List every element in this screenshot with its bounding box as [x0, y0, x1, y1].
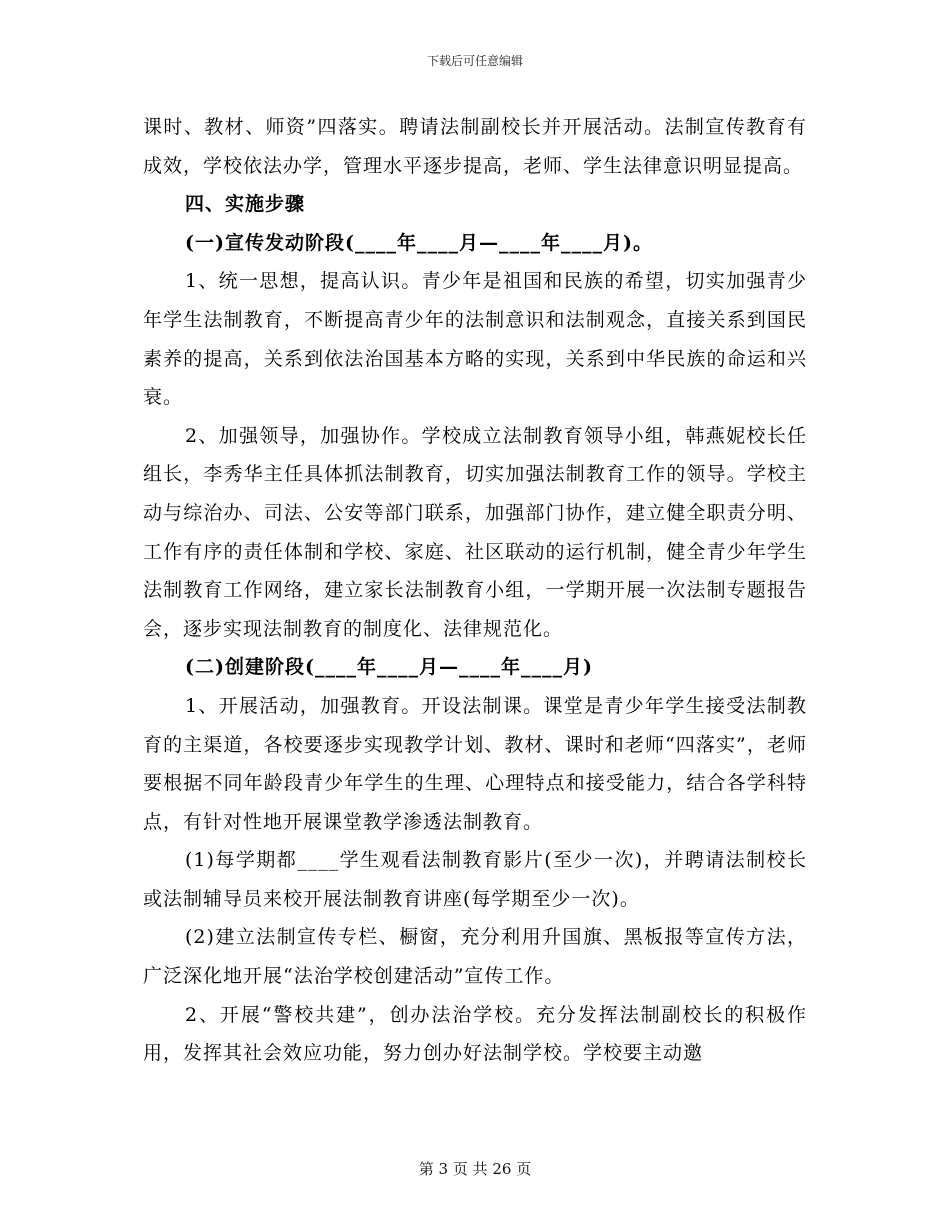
page-footer: 第 3 页 共 26 页: [418, 1160, 532, 1178]
document-body: [143, 108, 807, 1073]
stage-heading-1: (一)宣传发动阶段(____年____月—____年____月)。: [185, 231, 653, 254]
paragraph-police-school: 2、开展“警校共建”，创办法治学校。充分发挥法制副校长的积极作用，发挥其社会效应功能，努力创办好法制学校。学校要主动邀: [143, 1003, 807, 1065]
page-header: 下载后可任意编辑: [426, 54, 523, 68]
section-heading: 四、实施步骤: [185, 193, 306, 216]
stage-heading-2: (二)创建阶段(____年____月—____年____月): [185, 656, 593, 679]
list-item-1: (1)每学期都____学生观看法制教育影片(至少一次)，并聘请法制校长或法制辅导员来校开展法制教育讲座(每学期至少一次)。: [143, 849, 807, 910]
list-item-2: (2)建立法制宣传专栏、橱窗，充分利用升国旗、黑板报等宣传方法，广泛深化地开展“法治学校创建活动”宣传工作。: [143, 926, 807, 988]
paragraph-strengthen-leadership: 2、加强领导，加强协作。学校成立法制教育领导小组，韩燕妮校长任组长，李秀华主任具体抓法制教育，切实加强法制教育工作的领导。学校主动与综治办、司法、公安等部门联系，加强部门协作，建立健全职责分明、工作有序的责任体制和学校、家庭、社区联动的运行机制，健全青少年学生法制教育工作网络，建立家长法制教育小组，一学期开展一次法制专题报告会，逐步实现法制教育的制度化、法律规范化。: [143, 424, 807, 640]
paragraph-activities-education: 1、开展活动，加强教育。开设法制课。课堂是青少年学生接受法制教育的主渠道，各校要逐步实现教学计划、教材、课时和老师“四落实”，老师要根据不同年龄段青少年学生的生理、心理特点和接受能力，结合各学科特点，有针对性地开展课堂教学渗透法制教育。: [143, 694, 807, 833]
paragraph-unify-thought: 1、统一思想，提高认识。青少年是祖国和民族的希望，切实加强青少年学生法制教育，不断提高青少年的法制意识和法制观念，直接关系到国民素养的提高，关系到依法治国基本方略的实现，关系到中华民族的命运和兴衰。: [143, 270, 807, 409]
paragraph-body: 课时、教材、师资”四落实。聘请法制副校长并开展活动。法制宣传教育有成效，学校依法办学，管理水平逐步提高，老师、学生法律意识明显提高。: [143, 116, 807, 177]
